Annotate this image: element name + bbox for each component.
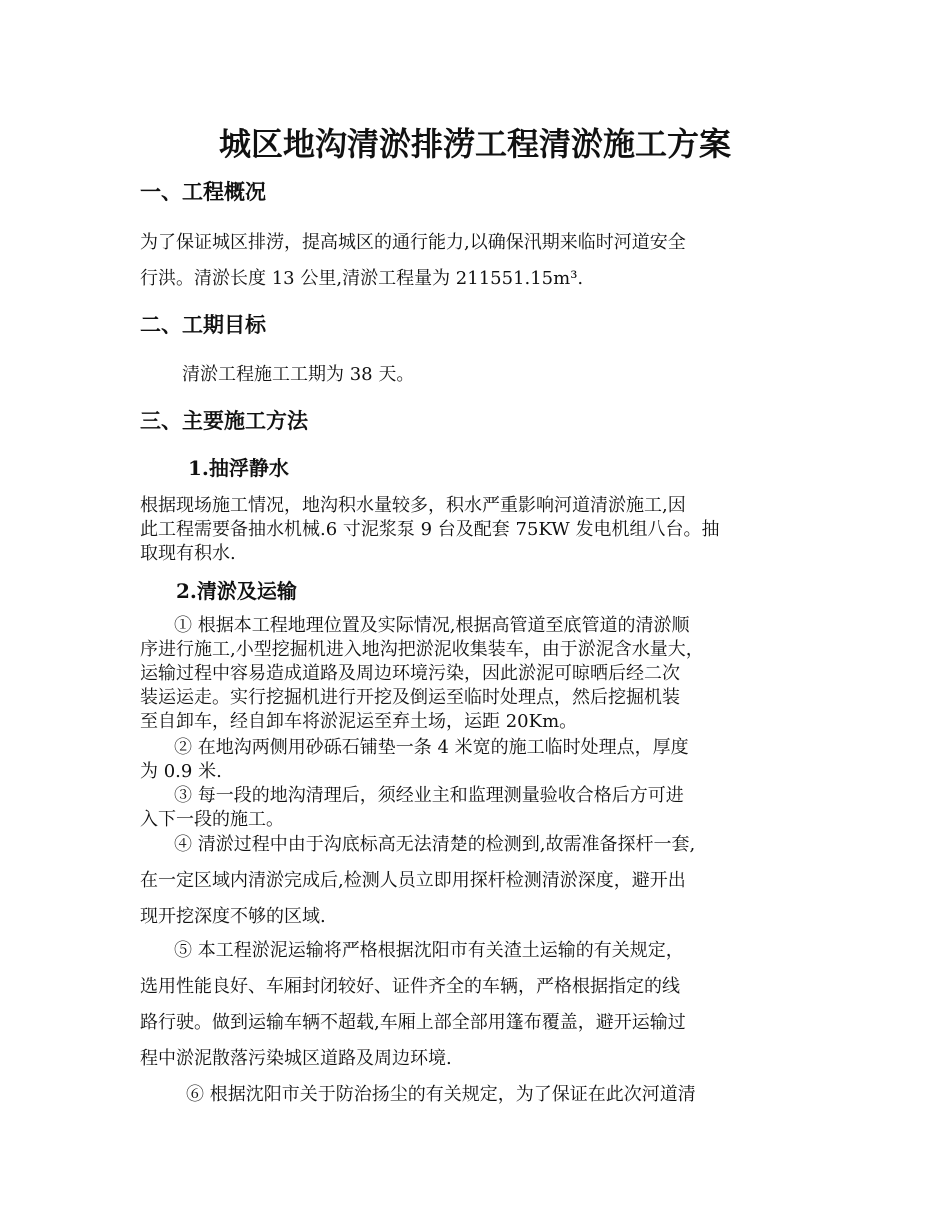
subsection-heading-dredging: 2.清淤及运输 [176,579,297,603]
overview-paragraph [140,225,686,297]
schedule-paragraph [182,360,414,390]
text-line: ⑤ 本工程淤泥运输将严格根据沈阳市有关渣土运输的有关规定， [174,940,684,961]
text-line: ① 根据本工程地理位置及实际情况,根据高管道至底管道的清淤顺 [174,615,690,636]
text-line: ④ 清淤过程中由于沟底标高无法清楚的检测到,故需准备探杆一套, [174,834,696,855]
text-line: 序进行施工,小型挖掘机进入地沟把淤泥收集装车，由于淤泥含水量大， [140,639,704,660]
text-line: 现开挖深度不够的区域. [140,906,326,927]
text-line: 此工程需要备抽水机械.6 寸泥浆泵 9 台及配套 75KW 发电机组八台。抽 [140,519,720,540]
section-heading-methods: 三、主要施工方法 [140,408,308,433]
text-line: ③ 每一段的地沟清理后，须经业主和监理测量验收合格后方可进 [174,785,684,806]
text-line: 路行驶。做到运输车辆不超载,车厢上部全部用篷布覆盖，避开运输过 [140,1012,686,1033]
text-line: 清淤工程施工工期为 38 天。 [182,364,415,385]
text-line: 运输过程中容易造成道路及周边环境污染，因此淤泥可晾晒后经二次 [140,663,680,684]
text-line: 为 0.9 米. [140,761,222,782]
dredging-paragraph-5 [140,933,686,1077]
section-heading-overview: 一、工程概况 [140,179,266,204]
dredging-paragraph-4 [140,827,695,935]
text-line: 程中淤泥散落污染城区道路及周边环境. [140,1048,452,1069]
text-line: 根据现场施工情况，地沟积水量较多，积水严重影响河道清淤施工,因 [140,495,686,516]
text-line: 装运运走。实行挖掘机进行开挖及倒运至临时处理点，然后挖掘机装 [140,687,680,708]
dewatering-paragraph [140,494,719,566]
text-line: 在一定区域内清淤完成后,检测人员立即用探杆检测清淤深度，避开出 [140,870,686,891]
text-line: ② 在地沟两侧用砂砾石铺垫一条 4 米宽的施工临时处理点，厚度 [174,737,689,758]
dredging-paragraph-3 [140,784,684,832]
text-line: 行洪。清淤长度 13 公里,清淤工程量为 211551.15m³. [140,268,584,289]
text-line: 取现有积水. [140,543,236,564]
text-line: 入下一段的施工。 [140,809,284,830]
dredging-paragraph-6 [140,1077,696,1113]
text-line: 至自卸车，经自卸车将淤泥运至弃土场，运距 20Km。 [140,711,578,732]
text-line: 为了保证城区排涝，提高城区的通行能力,以确保汛期来临时河道安全 [140,232,686,253]
dredging-paragraph-2 [140,736,689,784]
subsection-heading-dewatering: 1.抽浮静水 [188,456,289,480]
dredging-paragraph-1 [140,614,704,734]
text-line: 选用性能良好、车厢封闭较好、证件齐全的车辆，严格根据指定的线 [140,976,680,997]
document-title: 城区地沟清淤排涝工程清淤施工方案 [218,125,731,163]
section-heading-schedule: 二、工期目标 [140,312,266,337]
text-line: ⑥ 根据沈阳市关于防治扬尘的有关规定，为了保证在此次河道清 [186,1084,696,1105]
